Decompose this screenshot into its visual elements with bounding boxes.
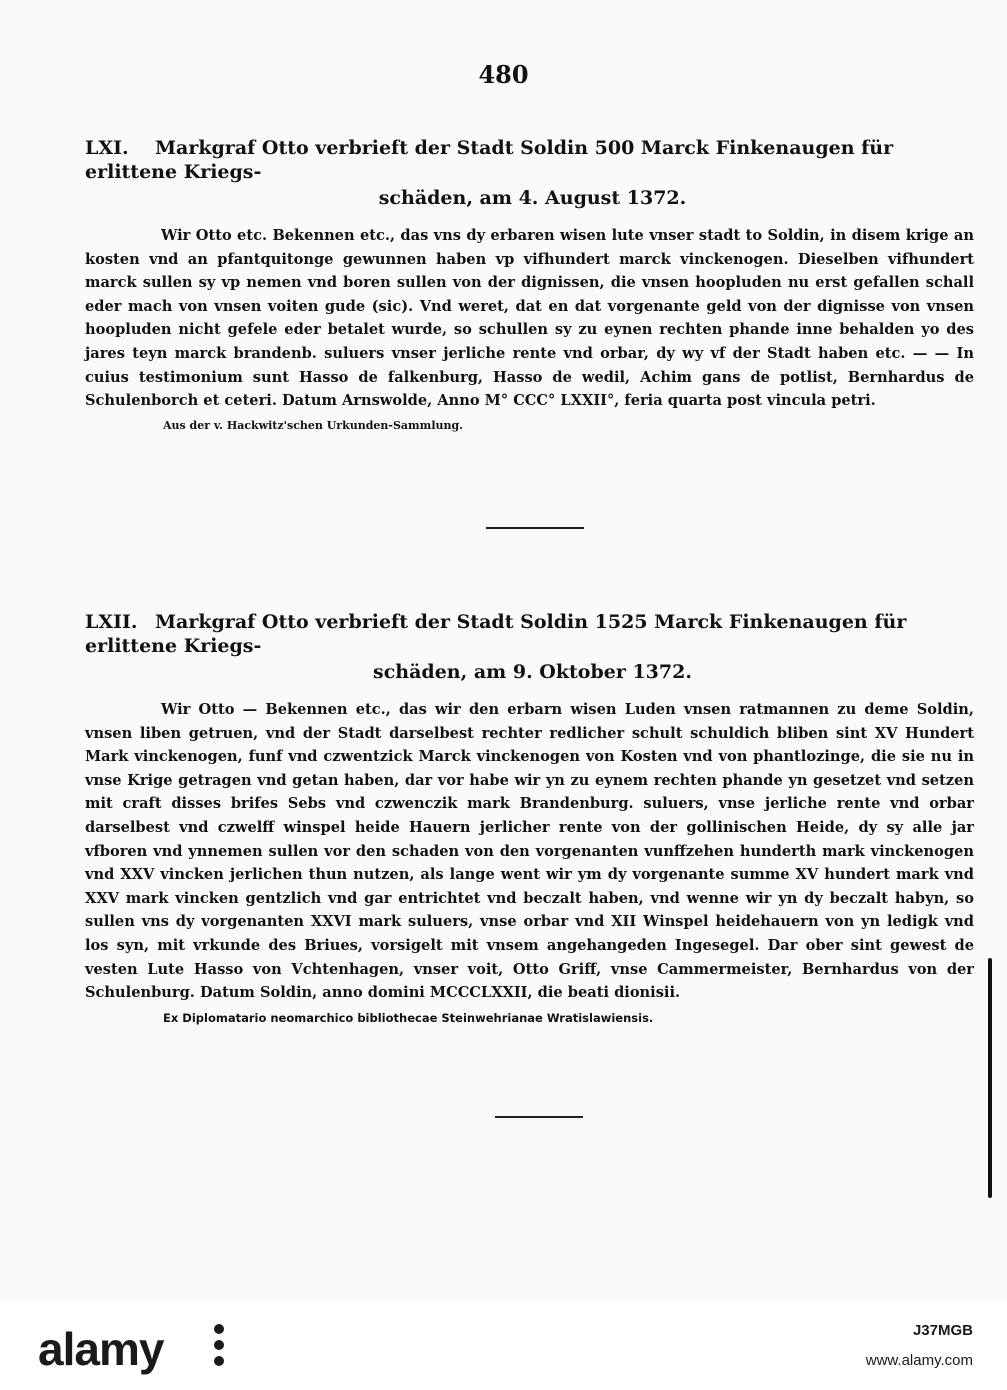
watermark-footer: [0, 1300, 1007, 1390]
document-lxi: [85, 136, 980, 432]
document-paragraph: Wir Otto etc. Bekennen etc., das vns dy erbaren wisen lute vnser stadt to Soldin, in disem krige an kosten vnd an pfantquitonge gewunnen haben vp vifhundert marck vinckenogen. Dieselben vifhundert marck sullen sy vp nemen vnd boren sullen von der dignissen, die vnsen hoopluden nu erst gefallen schall eder mach von vnsen voiten gude (sic). Vnd weret, dat en dat vorgenante geld von der dignisse von vnsen hoopluden nicht gefele eder betalet wurde, so schullen sy zu eynen rechten phande inne behalden yo des jares teyn marck brandenb. suluers vnser jerliche rente vnd orbar, dy wy vf der Stadt haben etc. — — In cuius testimonium sunt Hasso de falkenburg, Hasso de wedil, Achim gans de potlist, Bernhardus de Schulenborch et ceteri. Datum Arnswolde, Anno M° CCC° LXXII°, feria quarta post vincula petri.: [85, 227, 974, 410]
document-lxii: [85, 610, 980, 1025]
document-heading: [85, 136, 980, 184]
margin-mark: [988, 958, 992, 1198]
section-divider: [486, 527, 584, 529]
document-subtitle: schäden, am 9. Oktober 1372.: [373, 661, 692, 683]
brand-logo: alamy: [38, 1323, 164, 1375]
document-title: Markgraf Otto verbrieft der Stadt Soldin 500 Marck Finkenaugen für erlittene Kriegs-: [85, 137, 894, 183]
document-text: [85, 698, 980, 1005]
document-number: LXI.: [85, 137, 129, 159]
document-title: Markgraf Otto verbrieft der Stadt Soldin 1525 Marck Finkenaugen für erlittene Kriegs-: [85, 611, 907, 657]
document-heading: [85, 610, 980, 658]
document-subtitle: schäden, am 4. August 1372.: [378, 187, 687, 209]
document-number: LXII.: [85, 611, 138, 633]
document-text: [85, 224, 980, 413]
document-source: Aus der v. Hackwitz'schen Urkunden-Sammlung.: [163, 418, 464, 432]
alamy-dots-icon: [212, 1324, 226, 1372]
section-divider: [495, 1116, 583, 1118]
site-url: www.alamy.com: [865, 1352, 973, 1369]
document-source: Ex Diplomatario neomarchico bibliothecae Steinwehrianae Wratislawiensis.: [163, 1010, 654, 1025]
page-number: 480: [478, 60, 529, 89]
image-id: J37MGB: [912, 1322, 973, 1339]
document-paragraph: Wir Otto — Bekennen etc., das wir den erbarn wisen Luden vnsen ratmannen zu deme Soldin, vnsen liben getruen, vnd der Stadt darselbest rechter redlicher schult schuldich bliben sint XV Hundert Mark vinckenogen, funf vnd czwentzick Marck vinckenogen von Kosten vnd von phantlozinge, die sie nu in vnse Krige getragen vnd getan haben, dar vor habe wir yn zu eynem rechten phande yn gesetzet vnd setzen mit craft disses brifes Sebs vnd czwenczik mark Brandenburg. suluers, vnse jerliche rente vnd orbar darselbest vnd czwelff winspel heide Hauern jerlicher rente von der gollinischen Heide, dy sy alle jar vfboren vnd ynnemen sullen vor den schaden von den vorgenanten vunffzehen hunderth mark vinckenogen vnd XXV vincken jerlichen thun nutzen, als lange went wir ym dy vorgenante summe XV hundert mark vnd XXV mark vincken gentzlich vnd gar entrichtet vnd beczalt haben, vnd wenne wir yn dy beczalt habyn, so sullen vns dy vorgenanten XXVI mark suluers, vnse orbar vnd XII Winspel heidehauern von yn ledigk vnd los syn, mit vrkunde des Briues, vorsigelt mit vnsem angehangeden Ingesegel. Dar ober sint gewest de vesten Lute Hasso von Vchtenhagen, vnser voit, Otto Griff, vnse Cammermeister, Bernhardus von der Schulenburg. Datum Soldin, anno domini MCCCLXXII, die beati dionisii.: [85, 701, 974, 1002]
